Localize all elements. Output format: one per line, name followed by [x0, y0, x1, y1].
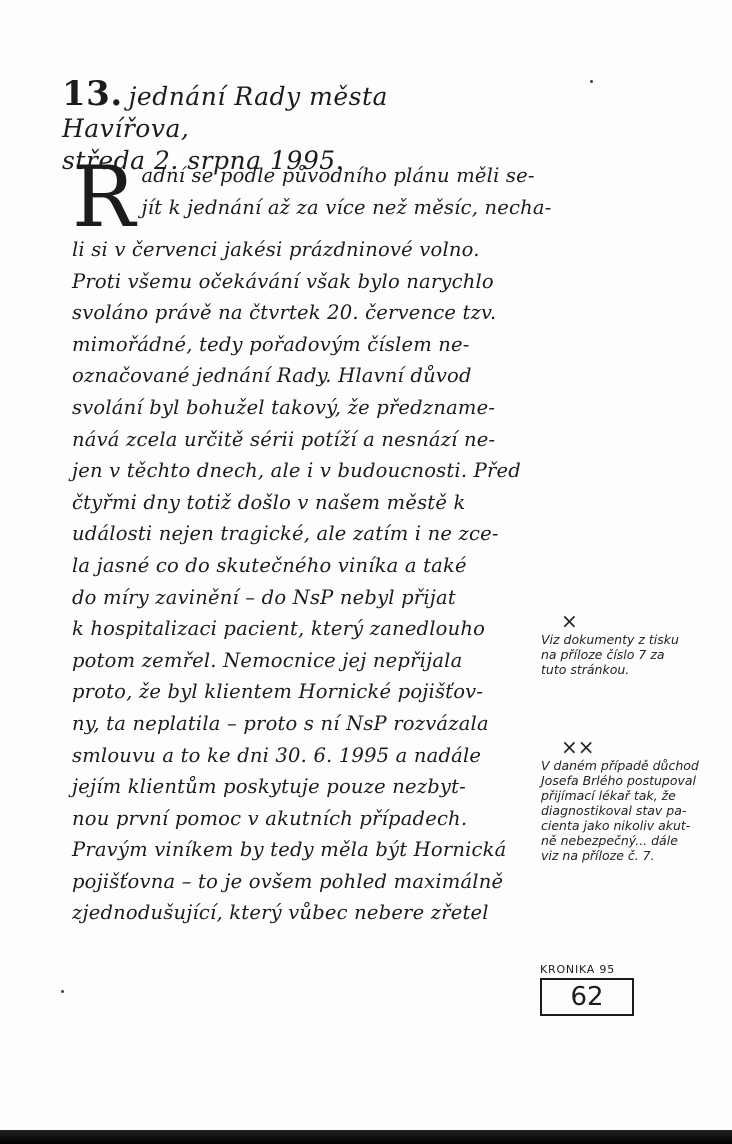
body-line: k hospitalizaci pacient, který zanedlouho — [72, 617, 486, 641]
body-line: jejím klientům poskytuje pouze nezbyt- — [72, 775, 466, 799]
body-line: pojišťovna – to je ovšem pohled maximálně — [72, 869, 504, 893]
drop-cap-letter: R — [72, 148, 136, 246]
body-line: jen v těchto dnech, ale i v budoucnosti. Před — [72, 459, 521, 483]
paper-speck — [61, 990, 64, 993]
paper-speck — [590, 80, 593, 83]
note-line: diagnostikoval stav pa- — [541, 803, 687, 818]
margin-note-case — [541, 736, 731, 863]
note-line: cienta jako nikoliv akut- — [541, 818, 691, 833]
body-line: Proti všemu očekávání však bylo narychlo — [72, 269, 494, 293]
body-line: označované jednání Rady. Hlavní důvod — [72, 364, 472, 388]
body-line: nou první pomoc v akutních případech. — [72, 806, 468, 830]
body-line: Pravým viníkem by tedy měla být Hornická — [72, 838, 507, 862]
body-line: zjednodušující, který vůbec nebere zřetel — [72, 901, 489, 925]
note-line: Josefa Brlého postupoval — [541, 773, 697, 788]
page-number-box — [540, 978, 634, 1016]
body-line: do míry zavinění – do NsP nebyl přijat — [72, 585, 456, 609]
note-line: tuto stránkou. — [541, 662, 630, 677]
body-line: čtyřmi dny totiž došlo v našem městě k — [72, 490, 466, 514]
body-line: li si v červenci jakési prázdninové volno. — [72, 238, 480, 261]
note-line: Viz dokumenty z tisku — [541, 632, 679, 647]
page-number: 62 — [570, 982, 604, 1012]
body-line: jít k jednání až za více než měsíc, necha- — [141, 195, 552, 219]
body-line: la jasné co do skutečného viníka a také — [72, 553, 467, 577]
body-line: svoláno právě na čtvrtek 20. července tzv. — [72, 301, 497, 325]
body-line: adní se podle původního plánu měli se- — [141, 164, 535, 187]
body-line: nává zcela určitě sérii potíží a nesnází ne- — [72, 427, 496, 451]
body-line: události nejen tragické, ale zatím i ne zce- — [72, 522, 499, 546]
scan-bottom-edge — [0, 1130, 732, 1144]
body-line: ny, ta neplatila – proto s ní NsP rozvázala — [72, 711, 489, 735]
body-line: potom zemřel. Nemocnice jej nepřijala — [72, 648, 463, 672]
body-line: proto, že byl klientem Hornické pojišťov- — [72, 680, 484, 704]
body-line: mimořádné, tedy pořadovým číslem ne- — [72, 332, 470, 356]
note-line: přijímací lékař tak, že — [541, 788, 676, 803]
chronicle-label: KRONIKA 95 — [540, 963, 616, 976]
note-line: na příloze číslo 7 za — [541, 647, 665, 662]
note-line: ně nebezpečný... dále — [541, 833, 678, 848]
note-line: viz na příloze č. 7. — [541, 848, 655, 863]
body-line: smlouvu a to ke dni 30. 6. 1995 a nadále — [72, 743, 482, 767]
note-mark: ×× — [561, 735, 595, 759]
meeting-number: 13. — [62, 74, 123, 114]
heading-line-1: jednání Rady města Havířova, — [62, 82, 388, 143]
heading-line-2: středa 2. srpna 1995. — [62, 146, 345, 175]
note-line: V daném případě důchod — [541, 758, 699, 773]
note-mark: × — [561, 609, 578, 633]
body-line: svolání byl bohužel takový, že předzname- — [72, 395, 496, 419]
margin-note-press — [541, 610, 731, 677]
